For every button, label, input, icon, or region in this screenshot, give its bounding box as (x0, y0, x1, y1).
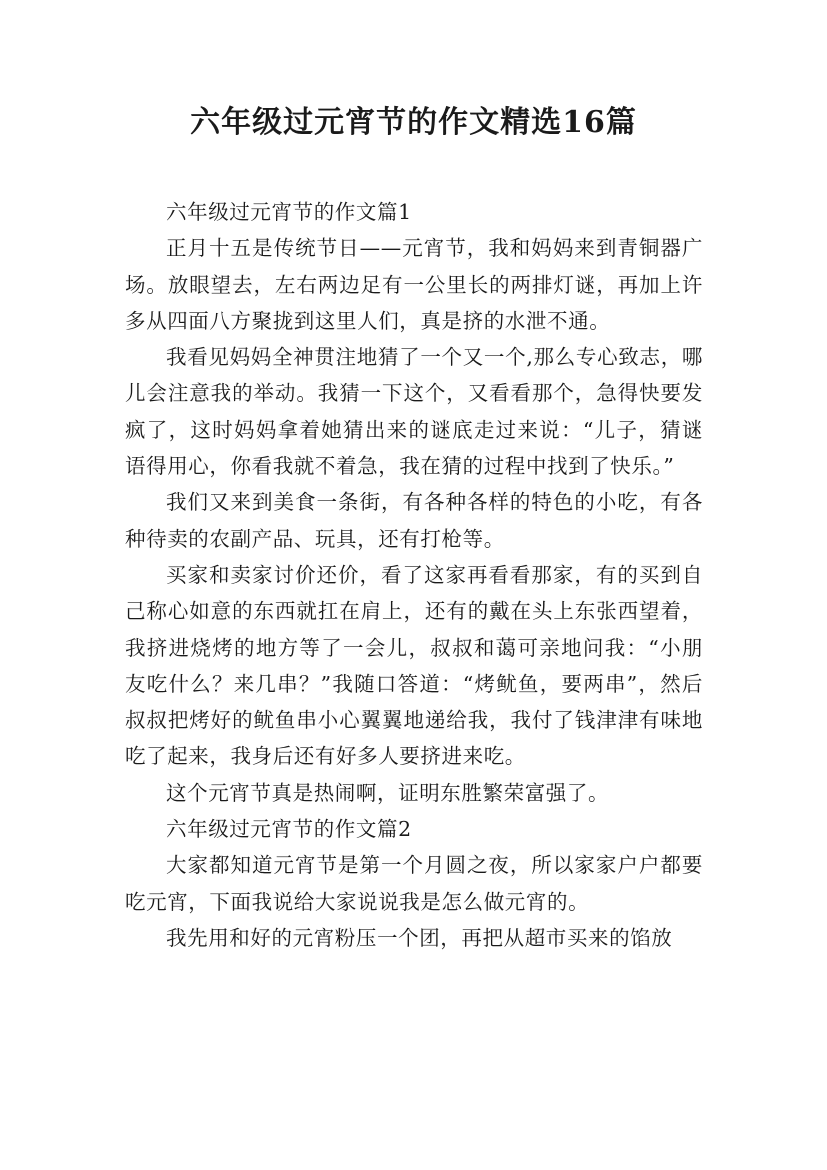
paragraph: 大家都知道元宵节是第一个月圆之夜，所以家家户户都要吃元宵，下面我说给大家说说我是怎么做元宵的。 (125, 853, 703, 914)
paragraph: 我们又来到美食一条街，有各种各样的特色的小吃，有各种待卖的农副产品、玩具，还有打枪等。 (125, 490, 703, 551)
paragraph: 这个元宵节真是热闹啊，证明东胜繁荣富强了。 (166, 780, 610, 805)
document-title: 六年级过元宵节的作文精选16篇 (190, 105, 637, 140)
paragraph: 我先用和好的元宵粉压一个团，再把从超市买来的馅放 (166, 925, 673, 950)
section-heading: 六年级过元宵节的作文篇2 (166, 817, 412, 842)
paragraph: 正月十五是传统节日——元宵节，我和妈妈来到青铜器广场。放眼望去，左右两边足有一公里长的两排灯谜，再加上许多从四面八方聚拢到这里人们，真是挤的水泄不通。 (125, 236, 703, 333)
document-body (125, 194, 703, 956)
section-heading: 六年级过元宵节的作文篇1 (166, 200, 412, 224)
paragraph: 我看见妈妈全神贯注地猜了一个又一个,那么专心致志，哪儿会注意我的举动。我猜一下这个，又看看那个，急得快要发疯了，这时妈妈拿着她猜出来的谜底走过来说：“儿子，猜谜语得用心，你看我就不着急，我在猜的过程中找到了快乐。” (125, 345, 703, 479)
paragraph: 买家和卖家讨价还价，看了这家再看看那家，有的买到自己称心如意的东西就扛在肩上，还有的戴在头上东张西望着，我挤进烧烤的地方等了一会儿，叔叔和蔼可亲地问我：“小朋友吃什么？来几串？”我随口答道：“烤鱿鱼，要两串”，然后叔叔把烤好的鱿鱼串小心翼翼地递给我，我付了钱津津有味地吃了起来，我身后还有好多人要挤进来吃。 (125, 562, 703, 769)
